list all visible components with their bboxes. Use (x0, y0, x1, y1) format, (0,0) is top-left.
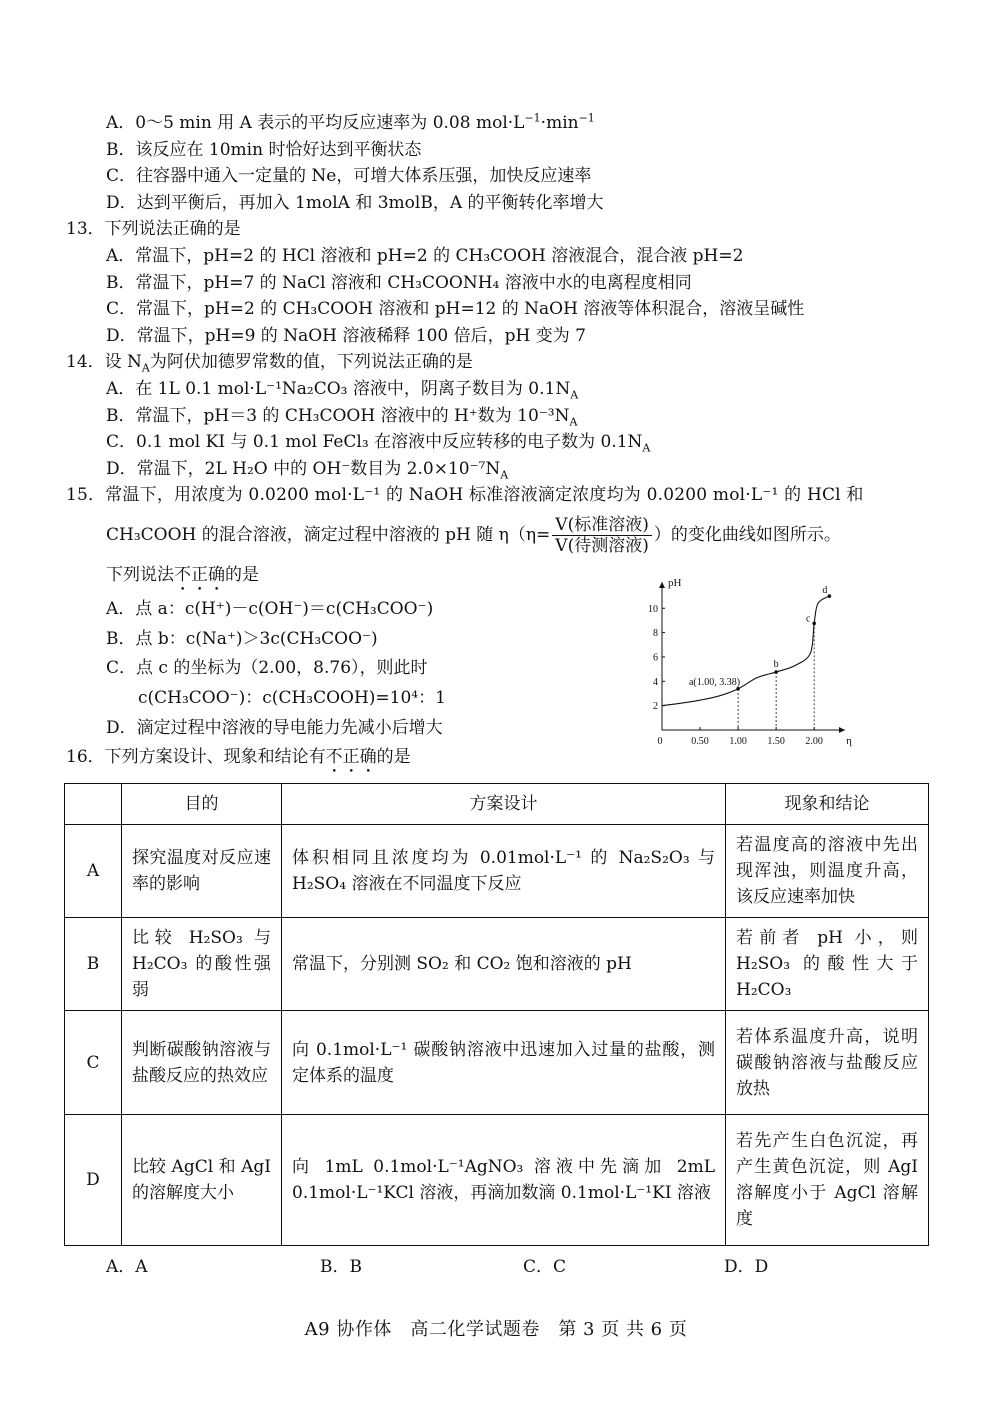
point-label-b: b (773, 659, 779, 671)
q15-option-b: B．点 b：c(Na⁺)＞3c(CH₃COO⁻) (106, 629, 378, 649)
x-tick-label: 0 (657, 736, 663, 747)
y-tick-label: 8 (653, 628, 658, 640)
y-tick-label: 2 (653, 701, 658, 713)
answer-choice-b: B．B (320, 1257, 362, 1277)
ph-titration-chart (640, 578, 850, 758)
q13-option-a: A．常温下，pH=2 的 HCl 溶液和 pH=2 的 CH₃COOH 溶液混合，混合液 pH=2 (106, 246, 744, 266)
header-purpose: 目的 (122, 784, 282, 825)
point-b (774, 670, 778, 674)
q12-option-c: C．往容器中通入一定量的 Ne，可增大体系压强，加快反应速率 (106, 166, 592, 186)
page-footer: A9 协作体 高二化学试题卷 第 3 页 共 6 页 (304, 1319, 688, 1340)
row-purpose: 判断碳酸钠溶液与盐酸反应的热效应 (122, 1011, 282, 1115)
q13-option-d: D．常温下，pH=9 的 NaOH 溶液稀释 100 倍后，pH 变为 7 (106, 326, 586, 346)
q15-stem-line3: 下列说法不正确的是 (106, 565, 259, 585)
q12-option-a: A．0～5 min 用 A 表示的平均反应速率为 0.08 $mol\cdot L^{-1}\cdot\min^{-1}$ (106, 111, 595, 133)
y-axis-arrow (659, 582, 665, 588)
q15-stem-line2: CH₃COOH 的混合溶液，滴定过程中溶液的 pH 随 η（η= $\frac{\text{V(标准溶液)}}{\text{V(待测溶液)}}$ ）的变化曲线如图所示。 (106, 515, 841, 556)
row-purpose: 比较 H₂SO₃ 与 H₂CO₃ 的酸性强弱 (122, 918, 282, 1011)
header-id (65, 784, 122, 825)
q15-option-c: C．点 c 的坐标为（2.00，8.76），则此时 (106, 658, 428, 678)
y-tick-label: 10 (648, 603, 658, 615)
q14-option-d: D．常温下，2L H₂O 中的 OH⁻数目为 $2.0\times 10^{-7}N_A$ (106, 459, 509, 482)
experiment-table (64, 783, 929, 1246)
q13-option-c: C．常温下，pH=2 的 CH₃COOH 溶液和 pH=12 的 NaOH 溶液等体积混合，溶液呈碱性 (106, 299, 805, 319)
table-row (65, 918, 929, 1011)
row-plan: 常温下，分别测 SO₂ 和 CO₂ 饱和溶液的 pH (282, 918, 726, 1011)
point-label-c: c (805, 613, 811, 625)
y-axis-label: pH (668, 577, 682, 589)
row-id: C (65, 1011, 122, 1115)
x-tick-label: 1.00 (729, 736, 747, 747)
header-plan: 方案设计 (282, 784, 726, 825)
x-tick-label: 2.00 (805, 736, 823, 747)
row-id: A (65, 825, 122, 918)
table-row (65, 1115, 929, 1246)
q13-option-b: B．常温下，pH=7 的 NaCl 溶液和 CH₃COONH₄ 溶液中水的电离程度相同 (106, 273, 692, 293)
y-tick-label: 6 (653, 652, 658, 664)
y-tick-label: 4 (653, 676, 658, 688)
table-row (65, 1011, 929, 1115)
row-plan: 体积相同且浓度均为 0.01mol·L⁻¹ 的 Na₂S₂O₃ 与 H₂SO₄ 溶液在不同温度下反应 (282, 825, 726, 918)
q13-stem: 13．下列说法正确的是 (66, 219, 241, 239)
point-label-a: a(1.00, 3.38) (688, 676, 741, 688)
x-tick-label: 0.50 (691, 736, 709, 747)
answer-choice-d: D．D (724, 1257, 769, 1277)
q15-stem-line1: 15．常温下，用浓度为 0.0200 mol·L⁻¹ 的 NaOH 标准溶液滴定浓度均为 0.0200 mol·L⁻¹ 的 HCl 和 (66, 485, 864, 505)
row-result: 若温度高的溶液中先出现浑浊，则温度升高，该反应速率加快 (726, 825, 929, 918)
point-c (812, 622, 816, 626)
row-result: 若先产生白色沉淀，再产生黄色沉淀，则 AgI 溶解度小于 AgCl 溶解度 (726, 1115, 929, 1246)
row-purpose: 探究温度对反应速率的影响 (122, 825, 282, 918)
q15-option-a: A．点 a：c(H⁺)－c(OH⁻)＝c(CH₃COO⁻) (106, 599, 434, 619)
row-result: 若体系温度升高，说明碳酸钠溶液与盐酸反应放热 (726, 1011, 929, 1115)
header-result: 现象和结论 (726, 784, 929, 825)
q14-option-b: B．常温下，pH＝3 的 CH₃COOH 溶液中的 H⁺数为 $10^{-3}N_A$ (106, 406, 578, 429)
row-id: B (65, 918, 122, 1011)
point-label-d: d (822, 585, 828, 597)
row-plan: 向 0.1mol·L⁻¹ 碳酸钠溶液中迅速加入过量的盐酸，测定体系的温度 (282, 1011, 726, 1115)
row-purpose: 比较 AgCl 和 AgI 的溶解度大小 (122, 1115, 282, 1246)
q15-option-d: D．滴定过程中溶液的导电能力先减小后增大 (106, 718, 443, 738)
q12-option-b: B．该反应在 10min 时恰好达到平衡状态 (106, 140, 422, 160)
row-result: 若前者 pH 小，则 H₂SO₃ 的酸性大于 H₂CO₃ (726, 918, 929, 1011)
q14-option-c: C．0.1 mol KI 与 0.1 mol FeCl₃ 在溶液中反应转移的电子数为 $0.1N_A$ (106, 432, 651, 455)
eta-fraction: $\frac{\text{V(标准溶液)}}{\text{V(待测溶液)}}$ (552, 515, 652, 556)
table-header-row (65, 784, 929, 825)
point-d (828, 594, 832, 598)
answer-choice-a: A．A (106, 1257, 148, 1277)
q14-stem: 14．设 $N_A$为阿伏加德罗常数的值，下列说法正确的是 (66, 352, 473, 375)
q15-option-c-cont: c(CH₃COO⁻)：c(CH₃COOH)=10⁴：1 (138, 688, 446, 708)
answer-choice-c: C．C (523, 1257, 567, 1277)
x-tick-label: 1.50 (767, 736, 785, 747)
q16-stem: 16．下列方案设计、现象和结论有不正确的是 (66, 747, 411, 767)
q12-option-d: D．达到平衡后，再加入 1molA 和 3molB，A 的平衡转化率增大 (106, 193, 604, 213)
x-axis-arrow (839, 727, 845, 733)
table-row (65, 825, 929, 918)
x-axis-label: η (846, 735, 852, 747)
row-id: D (65, 1115, 122, 1246)
q14-option-a: A．在 1L 0.1 mol·L⁻¹Na₂CO₃ 溶液中，阴离子数目为 $0.1N_A$ (106, 379, 579, 402)
titration-curve (662, 596, 829, 706)
row-plan: 向 1mL 0.1mol·L⁻¹AgNO₃ 溶液中先滴加 2mL 0.1mol·L⁻¹KCl 溶液，再滴加数滴 0.1mol·L⁻¹KI 溶液 (282, 1115, 726, 1246)
